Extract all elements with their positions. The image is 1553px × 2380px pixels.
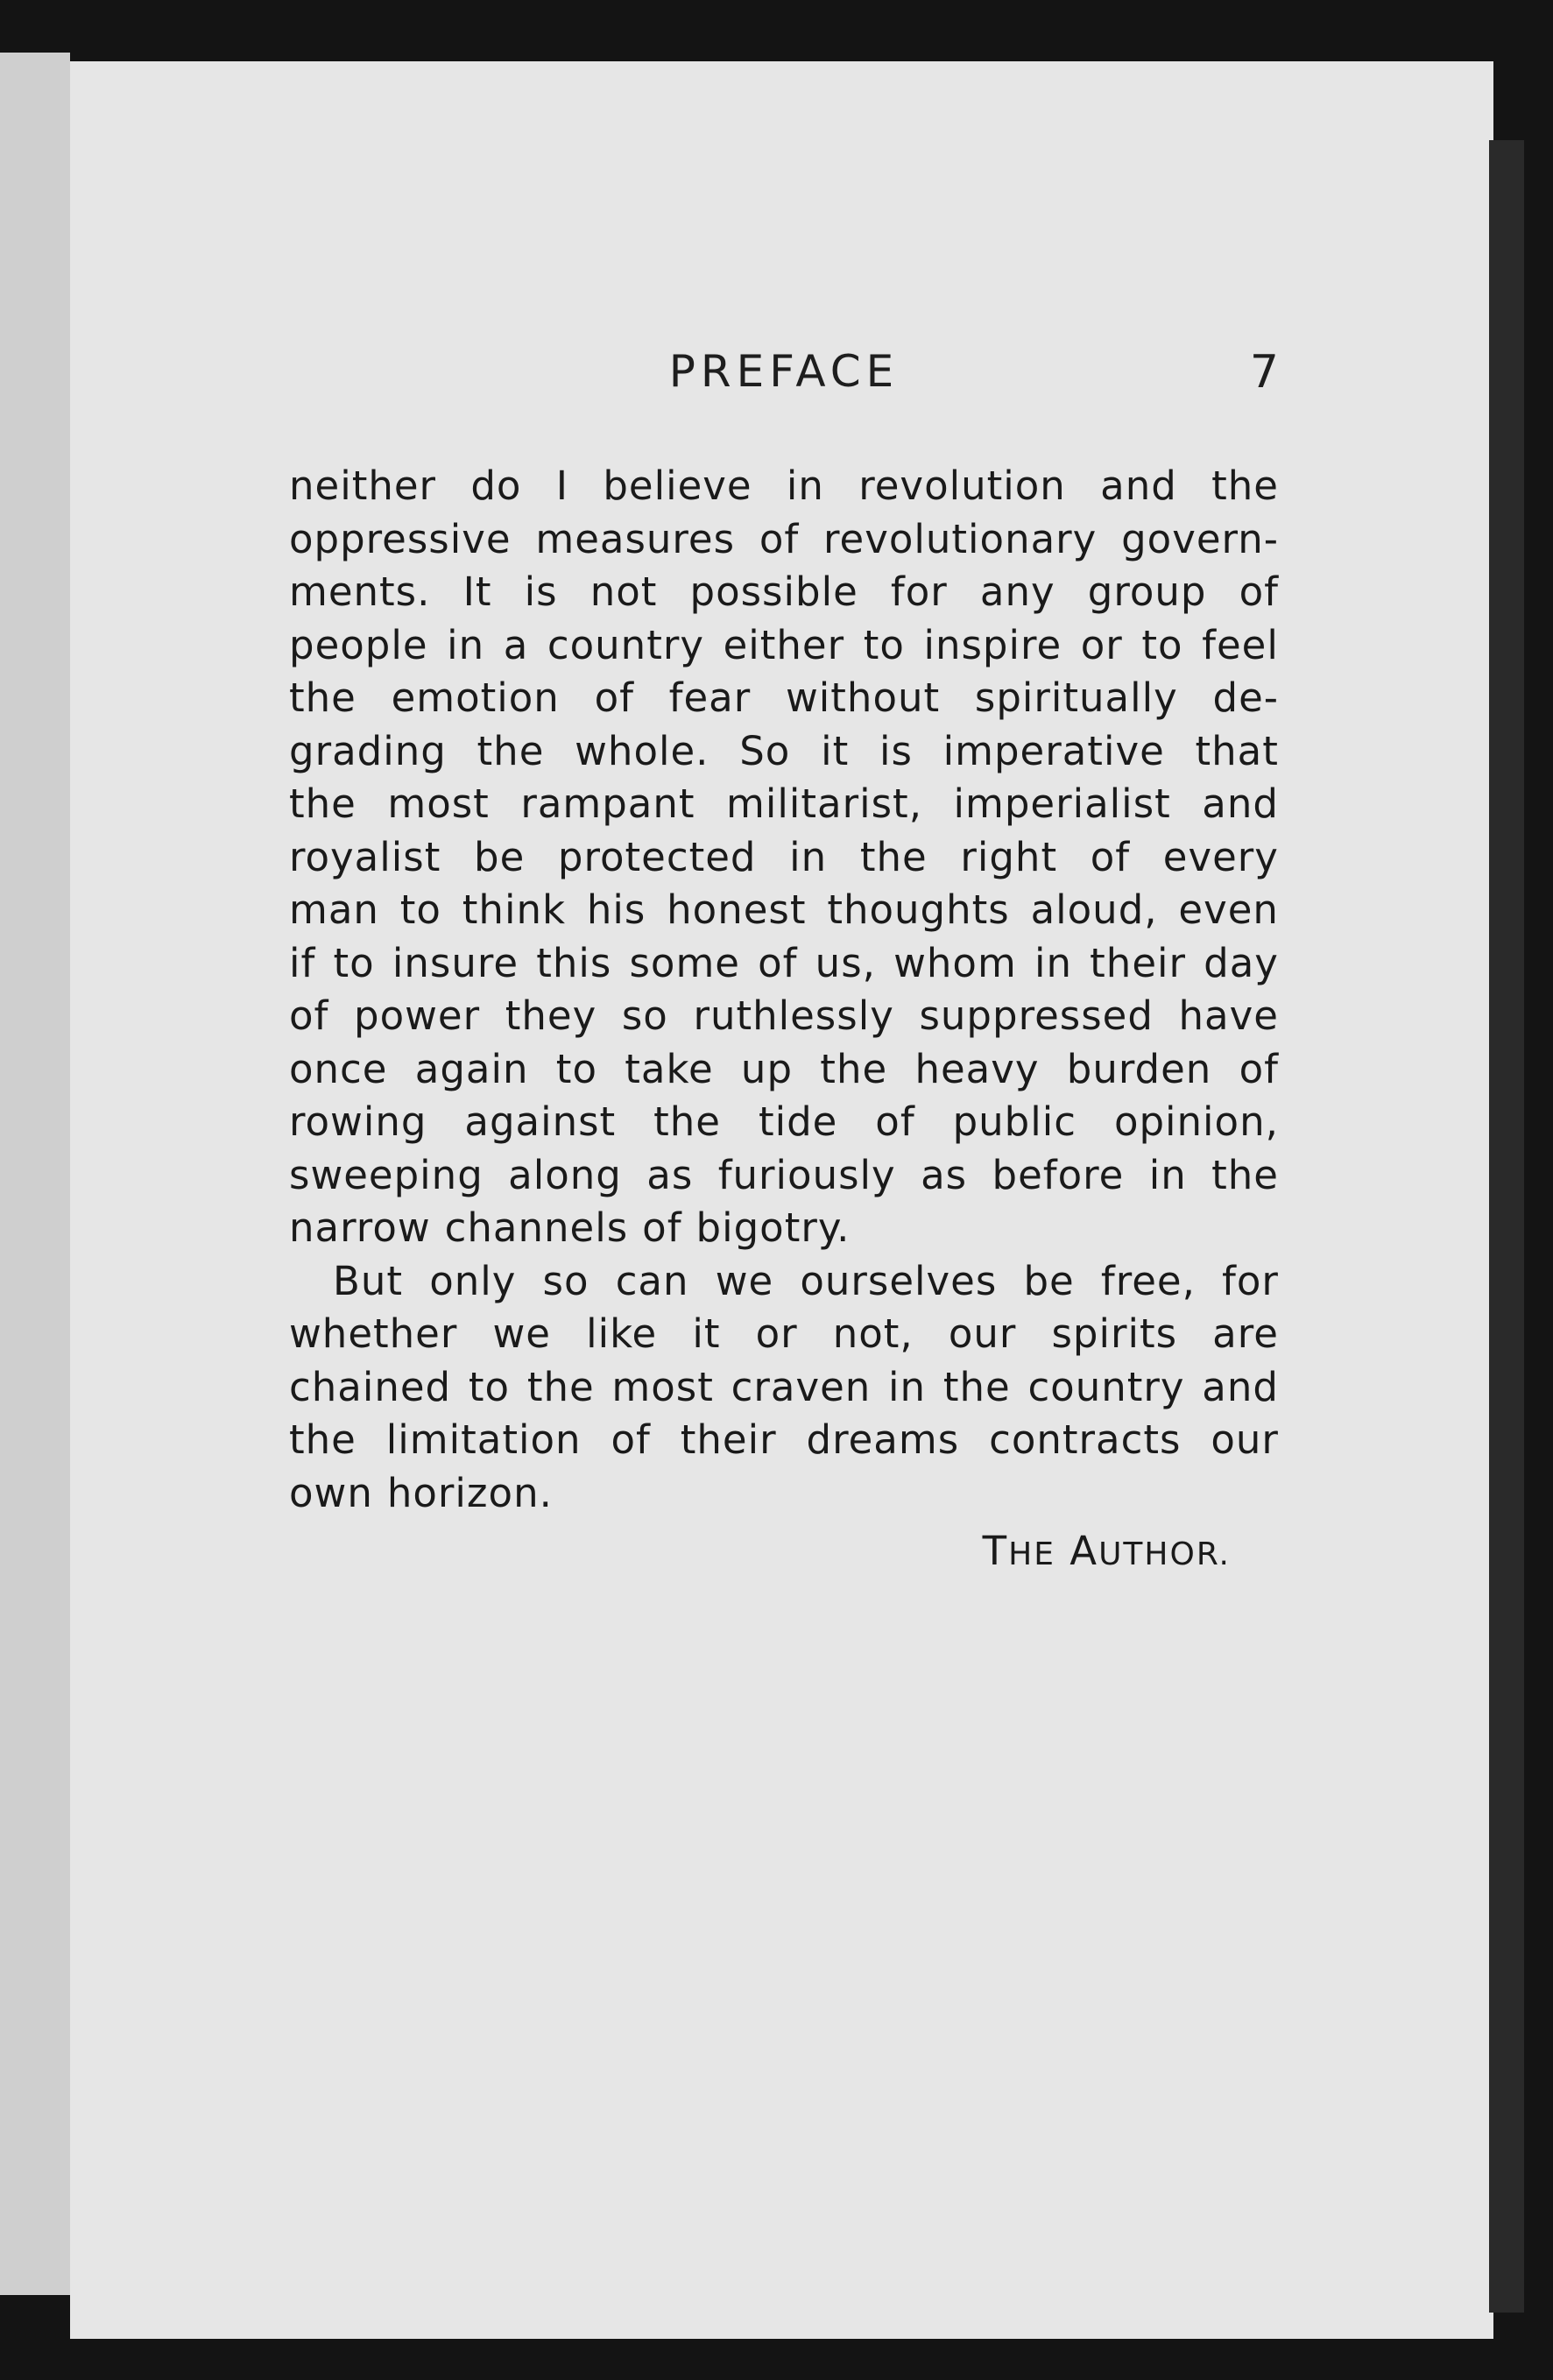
word: to: [399, 886, 441, 933]
word: measures: [535, 515, 736, 562]
word: dreams: [806, 1416, 960, 1463]
word: in: [888, 1363, 927, 1410]
word: to: [1141, 621, 1183, 668]
word: before: [992, 1151, 1125, 1198]
word: day: [1204, 939, 1279, 986]
word: most: [611, 1363, 714, 1410]
word: public: [952, 1098, 1077, 1145]
word: some: [629, 939, 740, 986]
signature: [289, 1525, 1279, 1582]
word: in: [786, 463, 824, 509]
word: in: [447, 621, 485, 668]
word: their: [680, 1416, 777, 1463]
word: of: [1239, 569, 1279, 615]
signature-initial-1: T: [982, 1528, 1009, 1574]
word: inspire: [923, 621, 1062, 668]
word: have: [1178, 992, 1279, 1039]
signature-rest-2: UTHOR.: [1098, 1536, 1231, 1572]
word: contracts: [989, 1416, 1182, 1463]
word: or: [1080, 621, 1123, 668]
word: of: [759, 515, 800, 562]
word: rowing: [289, 1098, 427, 1145]
word: the: [653, 1098, 721, 1145]
word: imperialist: [953, 780, 1171, 827]
word: the: [820, 1045, 888, 1092]
word: only: [429, 1257, 517, 1304]
word: the: [1211, 1151, 1279, 1198]
right-page-edge: [1489, 140, 1524, 2313]
page-body: [289, 460, 1279, 1582]
paragraphs: [289, 460, 1279, 1520]
text-line: [289, 1149, 1279, 1203]
text-line: [289, 1361, 1279, 1415]
text-line: [289, 513, 1279, 567]
word: is: [879, 727, 913, 774]
word: every: [1162, 833, 1279, 880]
word: right: [960, 833, 1058, 880]
word: are: [1212, 1310, 1279, 1357]
text-line: [289, 1467, 1279, 1521]
word: again: [414, 1045, 529, 1092]
word: neither: [289, 463, 437, 509]
word: aloud,: [1030, 886, 1158, 933]
word: up: [740, 1045, 794, 1092]
signature-rest-1: HE: [1008, 1536, 1055, 1572]
word: not,: [832, 1310, 914, 1357]
text-line: [289, 1096, 1279, 1149]
word: whether: [289, 1310, 458, 1357]
word: to: [555, 1045, 597, 1092]
word: honest: [667, 886, 807, 933]
word: oppressive: [289, 515, 512, 562]
word: so: [542, 1257, 589, 1304]
word: for: [890, 569, 948, 615]
word: and: [1202, 1363, 1279, 1410]
word: of: [642, 1204, 682, 1251]
word: ments.: [289, 569, 431, 615]
word: ruthlessly: [693, 992, 894, 1039]
text-line: [289, 1414, 1279, 1467]
word: man: [289, 886, 379, 933]
word: it: [821, 727, 850, 774]
word: without: [785, 674, 941, 721]
running-head: PREFACE: [668, 346, 900, 397]
word: to: [863, 621, 905, 668]
word: fear: [668, 674, 752, 721]
word: as: [646, 1151, 694, 1198]
word: for: [1222, 1257, 1279, 1304]
word: our: [1211, 1416, 1279, 1463]
word: suppressed: [919, 992, 1154, 1039]
text-line: [289, 1308, 1279, 1361]
text-line: [289, 672, 1279, 725]
word: channels: [444, 1204, 629, 1251]
word: our: [948, 1310, 1017, 1357]
word: believe: [603, 463, 752, 509]
word: whom: [893, 939, 1017, 986]
left-page-edge: [0, 53, 70, 2295]
word: spirits: [1051, 1310, 1178, 1357]
word: like: [586, 1310, 658, 1357]
text-line: [289, 1043, 1279, 1097]
word: country: [1027, 1363, 1185, 1410]
word: either: [723, 621, 845, 668]
word: limitation: [385, 1416, 582, 1463]
text-line: [289, 990, 1279, 1043]
word: their: [1090, 939, 1187, 986]
word: of: [611, 1416, 651, 1463]
word: grading: [289, 727, 447, 774]
word: to: [468, 1363, 511, 1410]
word: we: [492, 1310, 551, 1357]
word: de-: [1212, 674, 1279, 721]
word: take: [625, 1045, 714, 1092]
page-header: [289, 346, 1279, 407]
word: But: [333, 1257, 404, 1304]
word: we: [715, 1257, 774, 1304]
text-line: [289, 1202, 1279, 1255]
word: be: [474, 833, 526, 880]
word: if: [289, 939, 316, 986]
word: the: [942, 1363, 1011, 1410]
word: rampant: [520, 780, 695, 827]
word: sweeping: [289, 1151, 484, 1198]
word: most: [387, 780, 490, 827]
word: even: [1178, 886, 1279, 933]
word: royalist: [289, 833, 441, 880]
word: the: [289, 1416, 356, 1463]
word: the: [476, 727, 545, 774]
word: I: [555, 463, 569, 509]
word: chained: [289, 1363, 452, 1410]
word: along: [508, 1151, 622, 1198]
word: insure: [392, 939, 519, 986]
text-line: [289, 831, 1279, 885]
text-line: [289, 566, 1279, 619]
word: in: [789, 833, 828, 880]
word: a: [503, 621, 529, 668]
word: revolutionary: [823, 515, 1098, 562]
word: the: [289, 780, 356, 827]
word: free,: [1100, 1257, 1196, 1304]
word: possible: [689, 569, 858, 615]
word: feel: [1202, 621, 1279, 668]
word: of: [758, 939, 798, 986]
word: of: [1090, 833, 1131, 880]
word: govern-: [1121, 515, 1279, 562]
word: in: [1034, 939, 1072, 986]
word: of: [594, 674, 634, 721]
word: in: [1148, 1151, 1187, 1198]
word: the: [859, 833, 928, 880]
word: narrow: [289, 1204, 431, 1251]
word: opinion,: [1113, 1098, 1279, 1145]
word: to: [333, 939, 375, 986]
word: the: [526, 1363, 595, 1410]
word: and: [1202, 780, 1279, 827]
signature-initial-2: A: [1069, 1528, 1099, 1574]
word: craven: [731, 1363, 872, 1410]
paragraph: [289, 1255, 1279, 1521]
text-line: [289, 884, 1279, 937]
word: emotion: [391, 674, 560, 721]
word: So: [739, 727, 791, 774]
word: as: [921, 1151, 968, 1198]
word: power: [354, 992, 481, 1039]
word: us,: [815, 939, 876, 986]
word: not: [589, 569, 658, 615]
word: any: [979, 569, 1055, 615]
paragraph: [289, 460, 1279, 1255]
word: of: [1239, 1045, 1279, 1092]
word: revolution: [858, 463, 1066, 509]
text-line: [289, 937, 1279, 991]
word: spiritually: [974, 674, 1178, 721]
word: burden: [1066, 1045, 1212, 1092]
word: his: [586, 886, 646, 933]
word: think: [462, 886, 567, 933]
word: group: [1087, 569, 1207, 615]
word: that: [1195, 727, 1279, 774]
word: or: [755, 1310, 798, 1357]
word: and: [1100, 463, 1177, 509]
word: once: [289, 1045, 388, 1092]
text-line: [289, 1255, 1279, 1309]
word: be: [1023, 1257, 1075, 1304]
word: horizon.: [386, 1469, 553, 1516]
word: ourselves: [800, 1257, 998, 1304]
page-number: 7: [1249, 346, 1279, 399]
text-line: [289, 619, 1279, 673]
word: the: [289, 674, 356, 721]
word: thoughts: [827, 886, 1010, 933]
text-line: [289, 460, 1279, 513]
word: people: [289, 621, 428, 668]
word: against: [464, 1098, 617, 1145]
word: the: [1211, 463, 1279, 509]
word: whole.: [575, 727, 709, 774]
word: is: [524, 569, 558, 615]
word: It: [462, 569, 492, 615]
text-line: [289, 725, 1279, 779]
word: furiously: [717, 1151, 896, 1198]
word: heavy: [914, 1045, 1040, 1092]
word: so: [621, 992, 668, 1039]
word: it: [692, 1310, 721, 1357]
word: this: [536, 939, 612, 986]
word: of: [875, 1098, 915, 1145]
word: do: [470, 463, 522, 509]
word: can: [615, 1257, 689, 1304]
word: they: [505, 992, 597, 1039]
word: country: [547, 621, 704, 668]
word: bigotry.: [695, 1204, 851, 1251]
word: protected: [557, 833, 757, 880]
word: of: [289, 992, 329, 1039]
word: imperative: [942, 727, 1165, 774]
text-line: [289, 778, 1279, 831]
word: tide: [758, 1098, 838, 1145]
word: own: [289, 1469, 373, 1516]
word: militarist,: [726, 780, 923, 827]
